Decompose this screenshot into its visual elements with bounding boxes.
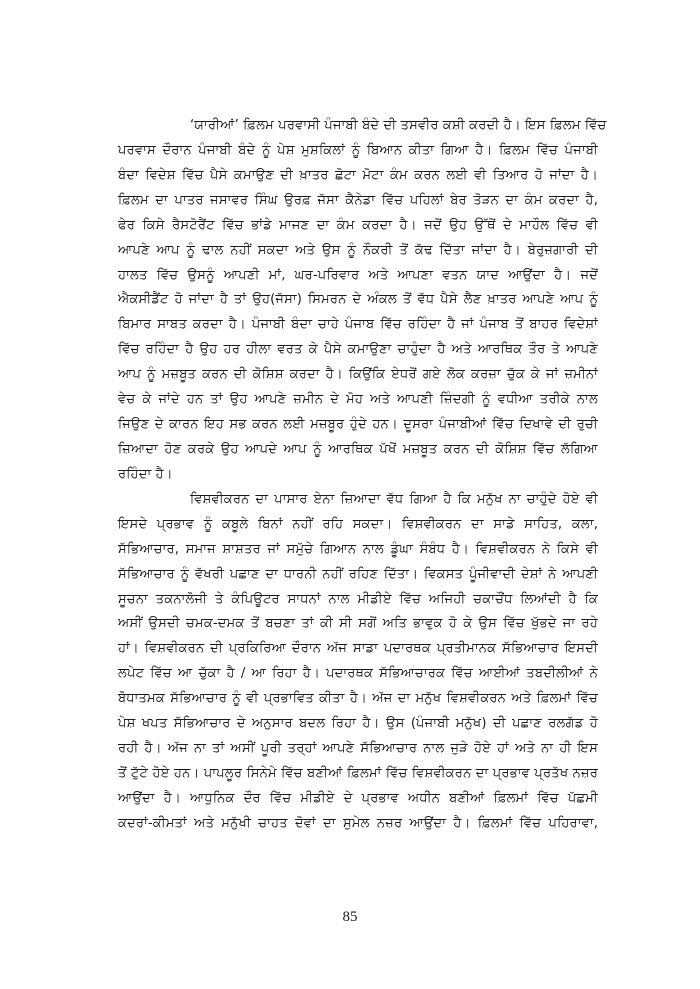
text-line: ਬਿਮਾਰ ਸਾਬਤ ਕਰਦਾ ਹੈ। ਪੰਜਾਬੀ ਬੰਦਾ ਚਾਹੇ ਪੰਜਾਬ ਵਿੱਚ ਰਹਿੰਦਾ ਹੈ ਜਾਂ ਪੰਜਾਬ ਤੋਂ ਬਾਹਰ ਵਿਦੇਸ਼ਾਂ (118, 317, 598, 333)
text-line: ਫੇਰ ਕਿਸੇ ਰੈਸਟੋਰੈਂਟ ਵਿੱਚ ਭਾਂਡੇ ਮਾਜਣ ਦਾ ਕੰਮ ਕਰਦਾ ਹੈ। ਜਦੋਂ ਉਹ ਉੱਥੋਂ ਦੇ ਮਾਹੌਲ ਵਿੱਚ ਵੀ (118, 217, 598, 233)
text-line: ਤੋਂ ਟੁੱਟੇ ਹੋਏ ਹਨ। ਪਾਪਲੂਰ ਸਿਨੇਮੇ ਵਿੱਚ ਬਣੀਆਂ ਫ਼ਿਲਮਾਂ ਵਿੱਚ ਵਿਸ਼ਵੀਕਰਨ ਦਾ ਪ੍ਰਭਾਵ ਪ੍ਰਤੱਖ ਨਜ਼ਰ (118, 765, 598, 781)
text-line: ਫ਼ਿਲਮ ਦਾ ਪਾਤਰ ਜਸਾਵਰ ਸਿੰਘ ਉਰਫ਼ ਜੱਸਾ ਕੈਨੇਡਾ ਵਿੱਚ ਪਹਿਲਾਂ ਬੇਰ ਤੋੜਨ ਦਾ ਕੰਮ ਕਰਦਾ ਹੈ, (118, 192, 598, 208)
paragraph-2 (118, 488, 598, 837)
text-line: ਸੱਭਿਆਚਾਰ, ਸਮਾਜ ਸ਼ਾਸ਼ਤਰ ਜਾਂ ਸਮੁੱਚੇ ਗਿਆਨ ਨਾਲ ਡੂੰਘਾ ਸੰਬੰਧ ਹੈ। ਵਿਸ਼ਵੀਕਰਨ ਨੇ ਕਿਸੇ ਵੀ (118, 541, 598, 557)
text-line: ਕਦਰਾਂ-ਕੀਮਤਾਂ ਅਤੇ ਮਨੁੱਖੀ ਚਾਹਤ ਦੋਵਾਂ ਦਾ ਸੁਮੇਲ ਨਜ਼ਰ ਆਉਂਦਾ ਹੈ। ਫ਼ਿਲਮਾਂ ਵਿੱਚ ਪਹਿਰਾਵਾ, (118, 815, 598, 831)
text-line: ‘ਯਾਰੀਆਂ’ ਫ਼ਿਲਮ ਪਰਵਾਸੀ ਪੰਜਾਬੀ ਬੰਦੇ ਦੀ ਤਸਵੀਰ ਕਸ਼ੀ ਕਰਦੀ ਹੈ। ਇਸ ਫ਼ਿਲਮ ਵਿੱਚ (190, 118, 607, 133)
text-line: ਹਾਲਤ ਵਿੱਚ ਉਸਨੂੰ ਆਪਣੀ ਮਾਂ, ਘਰ-ਪਰਿਵਾਰ ਅਤੇ ਆਪਣਾ ਵਤਨ ਯਾਦ ਆਉਂਦਾ ਹੈ। ਜਦੋਂ (118, 267, 598, 283)
text-line: ਪਰਵਾਸ ਦੌਰਾਨ ਪੰਜਾਬੀ ਬੰਦੇ ਨੂੰ ਪੇਸ਼ ਮੁਸ਼ਕਿਲਾਂ ਨੂੰ ਬਿਆਨ ਕੀਤਾ ਗਿਆ ਹੈ। ਫ਼ਿਲਮ ਵਿੱਚ ਪੰਜਾਬੀ (118, 142, 598, 158)
page-number: 85 (342, 909, 358, 925)
text-line: ਆਪ ਨੂੰ ਮਜ਼ਬੂਤ ਕਰਨ ਦੀ ਕੋਸ਼ਿਸ਼ ਕਰਦਾ ਹੈ। ਕਿਉਂਕਿ ਏਧਰੋਂ ਗਏ ਲੋਕ ਕਰਜ਼ਾ ਚੁੱਕ ਕੇ ਜਾਂ ਜ਼ਮੀਨਾਂ (118, 367, 598, 383)
text-line: ਆਉਂਦਾ ਹੈ। ਆਧੁਨਿਕ ਦੌਰ ਵਿੱਚ ਮੀਡੀਏ ਦੇ ਪ੍ਰਭਾਵ ਅਧੀਨ ਬਣੀਆਂ ਫ਼ਿਲਮਾਂ ਵਿੱਚ ਪੱਛਮੀ (118, 790, 598, 806)
text-line: ਵਿੱਚ ਰਹਿੰਦਾ ਹੈ ਉਹ ਹਰ ਹੀਲਾ ਵਰਤ ਕੇ ਪੈਸੇ ਕਮਾਉਣਾ ਚਾਹੁੰਦਾ ਹੈ ਅਤੇ ਆਰਥਿਕ ਤੌਰ ਤੇ ਆਪਣੇ (118, 342, 598, 358)
text-line: ਐਕਸੀਡੈਂਟ ਹੋ ਜਾਂਦਾ ਹੈ ਤਾਂ ਉਹ(ਜੱਸਾ) ਸਿਮਰਨ ਦੇ ਅੰਕਲ ਤੋਂ ਵੱਧ ਪੈਸੇ ਲੈਣ ਖ਼ਾਤਰ ਆਪਣੇ ਆਪ ਨੂੰ (118, 292, 598, 308)
text-line: ਜਿਉਣ ਦੇ ਕਾਰਨ ਇਹ ਸਭ ਕਰਨ ਲਈ ਮਜ਼ਬੂਰ ਹੁੰਦੇ ਹਨ। ਦੂਸਰਾ ਪੰਜਾਬੀਆਂ ਵਿੱਚ ਦਿਖਾਵੇ ਦੀ ਰੁਚੀ (118, 417, 598, 433)
text-line: ਲਪੇਟ ਵਿੱਚ ਆ ਚੁੱਕਾ ਹੈ / ਆ ਰਿਹਾ ਹੈ। ਪਦਾਰਥਕ ਸੱਭਿਆਚਾਰਕ ਵਿੱਚ ਆਈਆਂ ਤਬਦੀਲੀਆਂ ਨੇ (118, 666, 598, 682)
text-line: ਸੂਚਨਾ ਤਕਨਾਲੋਜੀ ਤੇ ਕੰਪਿਊਟਰ ਸਾਧਨਾਂ ਨਾਲ ਮੀਡੀਏ ਵਿੱਚ ਅਜਿਹੀ ਚਕਾਚੌਂਧ ਲਿਆਂਦੀ ਹੈ ਕਿ (118, 591, 598, 607)
text-line: ਵੇਚ ਕੇ ਜਾਂਦੇ ਹਨ ਤਾਂ ਉਹ ਆਪਣੇ ਜ਼ਮੀਨ ਦੇ ਮੋਹ ਅਤੇ ਆਪਣੀ ਜ਼ਿੰਦਗੀ ਨੂੰ ਵਧੀਆ ਤਰੀਕੇ ਨਾਲ (118, 392, 598, 408)
text-line: ਬੋਧਾਤਮਕ ਸੱਭਿਆਚਾਰ ਨੂੰ ਵੀ ਪ੍ਰਭਾਵਿਤ ਕੀਤਾ ਹੈ। ਅੱਜ ਦਾ ਮਨੁੱਖ ਵਿਸ਼ਵੀਕਰਨ ਅਤੇ ਫ਼ਿਲਮਾਂ ਵਿੱਚ (118, 691, 598, 707)
text-line: ਇਸਦੇ ਪ੍ਰਭਾਵ ਨੂੰ ਕਬੂਲੇ ਬਿਨਾਂ ਨਹੀਂ ਰਹਿ ਸਕਦਾ। ਵਿਸ਼ਵੀਕਰਨ ਦਾ ਸਾਡੇ ਸਾਹਿਤ, ਕਲਾ, (118, 516, 598, 532)
text-line: ਜ਼ਿਆਦਾ ਹੋਣ ਕਰਕੇ ਉਹ ਆਪਦੇ ਆਪ ਨੂੰ ਆਰਥਿਕ ਪੱਖੋਂ ਮਜ਼ਬੂਤ ਕਰਨ ਦੀ ਕੋਸ਼ਿਸ਼ ਵਿੱਚ ਲੱਗਿਆ (118, 441, 598, 457)
text-line: ਹਾਂ। ਵਿਸ਼ਵੀਕਰਨ ਦੀ ਪ੍ਰਕਿਰਿਆ ਦੌਰਾਨ ਅੱਜ ਸਾਡਾ ਪਦਾਰਥਕ ਪ੍ਰਤੀਮਾਨਕ ਸੱਭਿਆਚਾਰ ਇਸਦੀ (118, 641, 598, 657)
text-line: ਰਹੀ ਹੈ। ਅੱਜ ਨਾ ਤਾਂ ਅਸੀਂ ਪੂਰੀ ਤਰ੍ਹਾਂ ਆਪਣੇ ਸੱਭਿਆਚਾਰ ਨਾਲ ਜੁੜੇ ਹੋਏ ਹਾਂ ਅਤੇ ਨਾ ਹੀ ਇਸ (118, 741, 598, 757)
text-line: ਆਪਣੇ ਆਪ ਨੂੰ ਢਾਲ ਨਹੀਂ ਸਕਦਾ ਅਤੇ ਉਸ ਨੂੰ ਨੌਕਰੀ ਤੋਂ ਕੱਢ ਦਿੱਤਾ ਜਾਂਦਾ ਹੈ। ਬੇਰੁਜ਼ਗਾਰੀ ਦੀ (118, 242, 598, 258)
text-line: ਰਹਿੰਦਾ ਹੈ। (118, 466, 173, 482)
text-line: ਵਿਸ਼ਵੀਕਰਨ ਦਾ ਪਾਸਾਰ ਏਨਾ ਜ਼ਿਆਦਾ ਵੱਧ ਗਿਆ ਹੈ ਕਿ ਮਨੁੱਖ ਨਾ ਚਾਹੁੰਦੇ ਹੋਏ ਵੀ (190, 491, 598, 507)
text-line: ਪੇਸ਼ ਖਪਤ ਸੱਭਿਆਚਾਰ ਦੇ ਅਨੁਸਾਰ ਬਦਲ ਰਿਹਾ ਹੈ। ਉਸ (ਪੰਜਾਬੀ ਮਨੁੱਖ) ਦੀ ਪਛਾਣ ਰਲਗੱਡ ਹੋ (118, 716, 598, 732)
text-line: ਅਸੀਂ ਉਸਦੀ ਚਮਕ-ਦਮਕ ਤੋਂ ਬਚਣਾ ਤਾਂ ਕੀ ਸੀ ਸਗੋਂ ਅਤਿ ਭਾਵੁਕ ਹੋ ਕੇ ਉਸ ਵਿੱਚ ਖੁੱਭਦੇ ਜਾ ਰਹੇ (118, 616, 598, 632)
text-line: ਬੰਦਾ ਵਿਦੇਸ਼ ਵਿੱਚ ਪੈਸੇ ਕਮਾਉਣ ਦੀ ਖ਼ਾਤਰ ਛੋਟਾ ਮੋਟਾ ਕੰਮ ਕਰਨ ਲਈ ਵੀ ਤਿਆਰ ਹੋ ਜਾਂਦਾ ਹੈ। (118, 167, 598, 183)
text-line: ਸੱਭਿਆਚਾਰ ਨੂੰ ਵੱਖਰੀ ਪਛਾਣ ਦਾ ਧਾਰਨੀ ਨਹੀਂ ਰਹਿਣ ਦਿੱਤਾ। ਵਿਕਸਤ ਪੂੰਜੀਵਾਦੀ ਦੇਸ਼ਾਂ ਨੇ ਆਪਣੀ (118, 566, 598, 582)
paragraph-1 (118, 114, 607, 488)
body-text (118, 114, 607, 837)
